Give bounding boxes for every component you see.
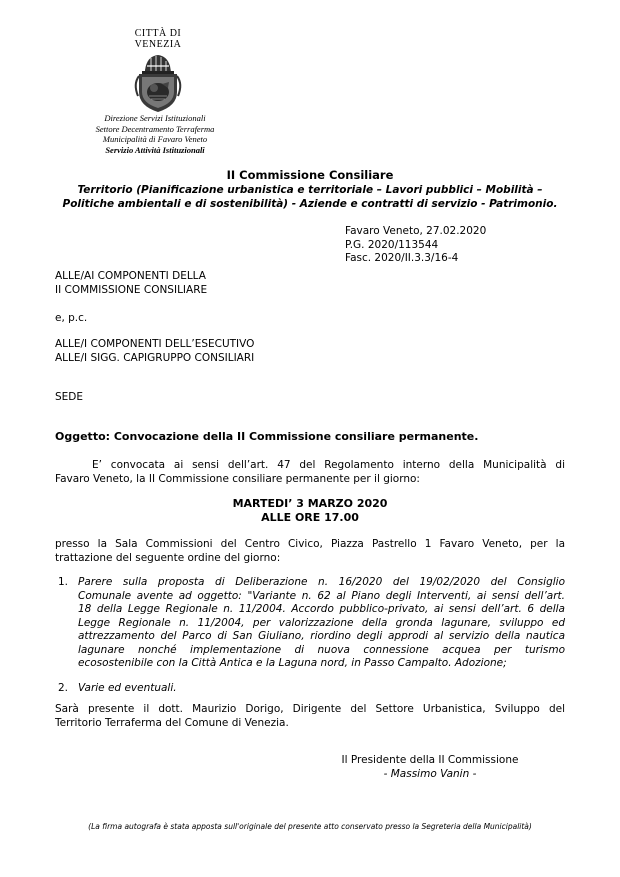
recipient-line: II COMMISSIONE CONSILIARE [55,283,208,296]
recipients-cc [55,338,254,365]
service-name: Servizio Attività Istituzionali [105,144,205,155]
intro-line: Favaro Veneto, la II Commissione consiliare permanente per il giorno: [55,472,420,485]
agenda-item [58,576,565,671]
agenda-item [58,682,565,696]
agenda-line: lagunare nonché implementazione di nuova connessione acquea per turismo [78,643,565,656]
signature-name: - Massimo Vanin - [383,767,477,780]
agenda-item-number: 2. [58,681,69,694]
agenda-line: Comunale avente ad oggetto: "Variante n. 62 al Piano degli Interventi, ai sensi dell’art. [78,589,565,602]
department-block [80,113,230,155]
agenda-line: ecosostenibile con la Città Antica e la Laguna nord, in Passo Campalto. Adozione; [78,657,507,669]
agenda-line: 18 della Legge Regionale n. 11/2004. Accordo pubblico-privato, ai sensi dell’art. 6 della [78,603,565,615]
agenda-line: Parere sulla proposta di Deliberazione n. 16/2020 del 19/02/2020 del Consiglio [78,576,565,588]
meeting-time: ALLE ORE 17.00 [261,511,359,524]
agenda-line: Varie ed eventuali. [78,681,177,694]
dept-line: Municipalità di Favaro Veneto [102,134,208,144]
scope-line: Politiche ambientali e di sostenibilità) - Aziende e contratti di servizio - Patrimonio. [62,198,558,210]
agenda-list [58,576,565,695]
signature-title: Il Presidente della II Commissione [341,754,519,766]
presence-line: Sarà presente il dott. Maurizio Dorigo, Dirigente del Settore Urbanistica, Sviluppo del [55,703,565,715]
signature-block [330,754,530,781]
city-name-line1: CITTÀ DI [134,28,182,39]
commission-scope [40,183,580,211]
agenda-line: Legge Regionale n. 11/2004, per valorizzazione della gronda lagunare, sviluppo ed [78,616,565,629]
recipient-line: ALLE/I COMPONENTI DELL’ESECUTIVO [55,338,255,350]
letterhead-logo [108,28,208,114]
footer-note: (La firma autografa è stata apposta sull'originale del presente atto conservato presso la Segreteria della Municipalità) [88,822,532,831]
location-line: presso la Sala Commissioni del Centro Civico, Piazza Pastrello 1 Favaro Veneto, per la [55,538,565,550]
city-name-line2: VENEZIA [134,39,182,50]
recipients-primary [55,270,207,297]
place-date: Favaro Veneto, 27.02.2020 [345,225,487,237]
intro-paragraph [55,459,565,486]
protocol-number: P.G. 2020/113544 [345,238,439,251]
recipient-line: ALLE/I SIGG. CAPIGRUPPO CONSILIARI [55,351,255,364]
recipient-line: ALLE/AI COMPONENTI DELLA [55,270,206,282]
commission-title: II Commissione Consiliare [226,168,394,182]
recipients-sede: SEDE [55,391,84,403]
file-reference: Fasc. 2020/II.3.3/16-4 [345,252,459,264]
date-block [345,225,486,266]
intro-line: E’ convocata ai sensi dell’art. 47 del Regolamento interno della Municipalità di [92,459,565,471]
city-crest-icon [127,52,189,114]
location-paragraph [55,538,565,565]
dept-line: Settore Decentramento Terraferma [95,123,215,134]
recipients-cc-label: e, p.c. [55,312,88,324]
meeting-date: MARTEDI’ 3 MARZO 2020 [232,497,388,510]
presence-paragraph [55,703,565,730]
agenda-item-number: 1. [58,576,69,588]
subject-line: Oggetto: Convocazione della II Commissione consiliare permanente. [55,430,479,443]
location-line: trattazione del seguente ordine del giorno: [55,551,281,564]
dept-line: Direzione Servizi Istituzionali [104,113,206,123]
agenda-line: attrezzamento del Parco di San Giuliano, riordino degli approdi al servizio della nautica [78,630,565,642]
scope-line: Territorio (Pianificazione urbanistica e territoriale – Lavori pubblici – Mobilità – [77,184,543,196]
presence-line: Territorio Terraferma del Comune di Venezia. [55,716,289,729]
